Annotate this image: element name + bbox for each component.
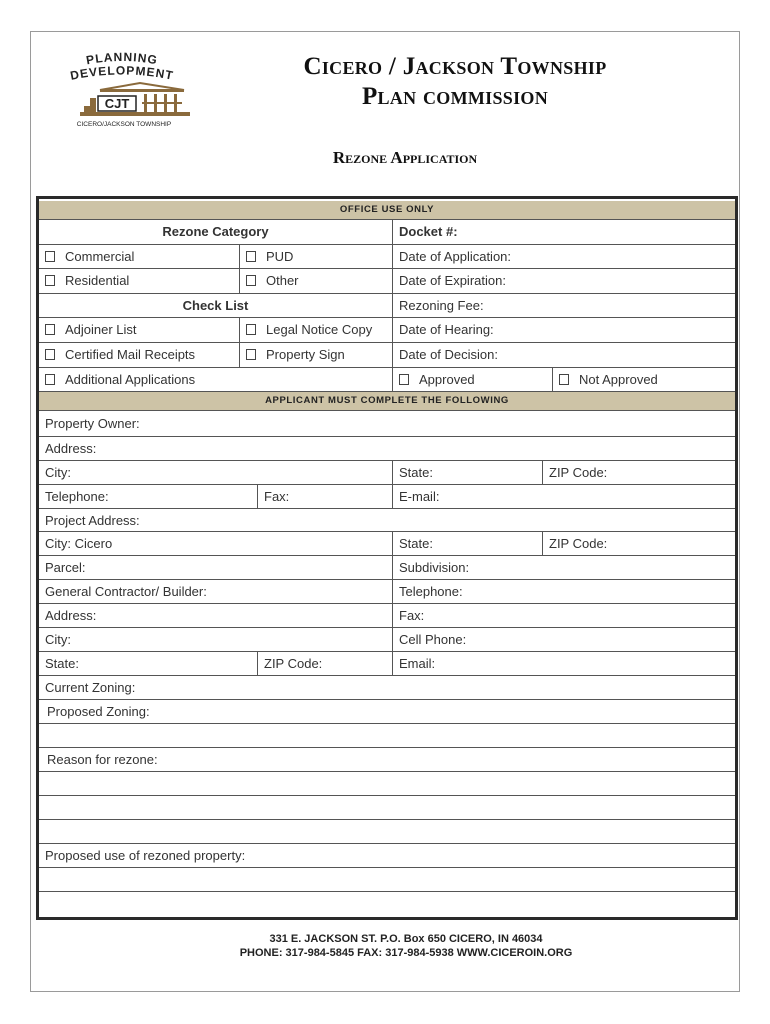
not-approved-option[interactable]: [552, 368, 735, 391]
certified-mail-label: Certified Mail Receipts: [65, 347, 196, 362]
project-address-field[interactable]: Project Address:: [45, 513, 140, 528]
app-row-5: [39, 509, 735, 532]
app-row-15: [39, 748, 735, 772]
commercial-label: Commercial: [65, 249, 135, 264]
legal-notice-option[interactable]: [239, 318, 392, 342]
owner-zip-field[interactable]: ZIP Code:: [542, 461, 735, 484]
parcel-field[interactable]: Parcel:: [45, 560, 86, 575]
not-approved-label: Not Approved: [579, 372, 658, 387]
pud-label: PUD: [266, 249, 294, 264]
project-zip-field[interactable]: ZIP Code:: [542, 532, 735, 555]
contractor-fax-field[interactable]: Fax:: [392, 604, 735, 627]
project-city-field[interactable]: City: Cicero: [45, 536, 113, 551]
pud-option[interactable]: [239, 245, 392, 268]
proposed-zoning-field[interactable]: Proposed Zoning:: [47, 704, 150, 719]
checkbox-icon[interactable]: [246, 275, 256, 286]
office-row-3: [39, 269, 735, 294]
checkbox-icon[interactable]: [45, 275, 55, 286]
app-row-14-blank[interactable]: [39, 724, 735, 748]
proposed-use-field[interactable]: Proposed use of rezoned property:: [45, 848, 246, 863]
planning-development-logo: [44, 50, 204, 130]
docket-label: Docket #:: [392, 220, 735, 244]
checkbox-icon[interactable]: [246, 251, 256, 262]
adjoiner-label: Adjoiner List: [65, 322, 137, 337]
contractor-state-field[interactable]: State:: [45, 656, 79, 671]
reason-for-rezone-field[interactable]: Reason for rezone:: [47, 752, 158, 767]
office-row-5: [39, 318, 735, 343]
cjt-logo-graphic: [44, 50, 204, 130]
logo-caption: CICERO/JACKSON TOWNSHIP: [76, 121, 172, 128]
title-line-1: Cicero / Jackson Township: [303, 53, 607, 80]
additional-applications-option[interactable]: [39, 368, 392, 391]
legal-notice-label: Legal Notice Copy: [266, 322, 373, 337]
logo-development-text: DEVELOPMENT: [69, 63, 175, 83]
contractor-zip-field[interactable]: ZIP Code:: [257, 652, 392, 675]
checkbox-icon[interactable]: [399, 374, 409, 385]
contractor-city-field[interactable]: City:: [45, 632, 71, 647]
form-subtitle: Rezone Application: [332, 148, 478, 167]
contractor-telephone-field[interactable]: Telephone:: [392, 580, 735, 603]
subdivision-field[interactable]: Subdivision:: [392, 556, 735, 579]
adjoiner-list-option[interactable]: [39, 318, 239, 342]
approved-option[interactable]: [392, 368, 552, 391]
office-row-4: [39, 294, 735, 318]
owner-telephone-field[interactable]: Telephone:: [45, 489, 109, 504]
other-option[interactable]: [239, 269, 392, 293]
rezoning-fee-field[interactable]: Rezoning Fee:: [392, 294, 735, 317]
app-row-21-blank[interactable]: [39, 892, 735, 916]
additional-label: Additional Applications: [65, 372, 196, 387]
office-row-6: [39, 343, 735, 368]
residential-label: Residential: [65, 273, 130, 288]
owner-email-field[interactable]: E-mail:: [392, 485, 735, 508]
residential-option[interactable]: [39, 269, 239, 293]
footer-phone-web: PHONE: 317-984-5845 FAX: 317-984-5938 WWW.CICEROIN.ORG: [239, 947, 573, 959]
footer-address: 331 E. JACKSON ST. P.O. Box 650 CICERO, IN 46034: [269, 933, 543, 945]
owner-fax-field[interactable]: Fax:: [257, 485, 392, 508]
office-use-band: OFFICE USE ONLY: [39, 201, 735, 220]
office-row-1: [39, 220, 735, 245]
office-row-2: [39, 245, 735, 269]
contractor-email-field[interactable]: Email:: [392, 652, 735, 675]
app-row-12: [39, 676, 735, 700]
checkbox-icon[interactable]: [559, 374, 569, 385]
app-row-4: [39, 485, 735, 509]
footer-contact: [30, 932, 770, 960]
app-row-6: [39, 532, 735, 556]
property-owner-field[interactable]: Property Owner:: [45, 416, 140, 431]
office-row-7: [39, 368, 735, 392]
date-application-field[interactable]: Date of Application:: [392, 245, 735, 268]
date-hearing-field[interactable]: Date of Hearing:: [392, 318, 735, 342]
svg-text:DEVELOPMENT: [69, 63, 175, 82]
checkbox-icon[interactable]: [45, 251, 55, 262]
other-label: Other: [266, 273, 299, 288]
checkbox-icon[interactable]: [246, 349, 256, 360]
checkbox-icon[interactable]: [45, 374, 55, 385]
rezone-category-header: Rezone Category: [162, 224, 269, 239]
app-row-11: [39, 652, 735, 676]
certified-mail-option[interactable]: [39, 343, 239, 367]
logo-cjt-mark: CJT: [104, 96, 130, 111]
logo-planning-text: PLANNING: [85, 50, 159, 68]
contractor-field[interactable]: General Contractor/ Builder:: [45, 584, 207, 599]
date-decision-field[interactable]: Date of Decision:: [392, 343, 735, 367]
page-title: [230, 52, 680, 112]
check-list-header: Check List: [182, 298, 249, 313]
checkbox-icon[interactable]: [45, 349, 55, 360]
app-row-18-blank[interactable]: [39, 820, 735, 844]
applicant-band: APPLICANT MUST COMPLETE THE FOLLOWING: [39, 392, 735, 411]
title-line-2: Plan commission: [361, 83, 549, 110]
project-state-field[interactable]: State:: [392, 532, 542, 555]
checkbox-icon[interactable]: [246, 324, 256, 335]
app-row-3: [39, 461, 735, 485]
app-row-19: [39, 844, 735, 868]
cell-phone-field[interactable]: Cell Phone:: [392, 628, 735, 651]
app-row-10: [39, 628, 735, 652]
approved-label: Approved: [419, 372, 475, 387]
contractor-address-field[interactable]: Address:: [45, 608, 97, 623]
property-sign-option[interactable]: [239, 343, 392, 367]
owner-city-field[interactable]: City:: [45, 465, 71, 480]
app-row-17-blank[interactable]: [39, 796, 735, 820]
owner-state-field[interactable]: State:: [392, 461, 542, 484]
app-row-1: [39, 411, 735, 437]
app-row-9: [39, 604, 735, 628]
app-row-8: [39, 580, 735, 604]
checkbox-icon[interactable]: [45, 324, 55, 335]
owner-address-field[interactable]: Address:: [45, 441, 97, 456]
app-row-7: [39, 556, 735, 580]
app-row-2: [39, 437, 735, 461]
app-row-16-blank[interactable]: [39, 772, 735, 796]
current-zoning-field[interactable]: Current Zoning:: [45, 680, 136, 695]
app-row-20-blank[interactable]: [39, 868, 735, 892]
date-expiration-field[interactable]: Date of Expiration:: [392, 269, 735, 293]
commercial-option[interactable]: [39, 245, 239, 268]
property-sign-label: Property Sign: [266, 347, 345, 362]
app-row-13: [39, 700, 735, 724]
